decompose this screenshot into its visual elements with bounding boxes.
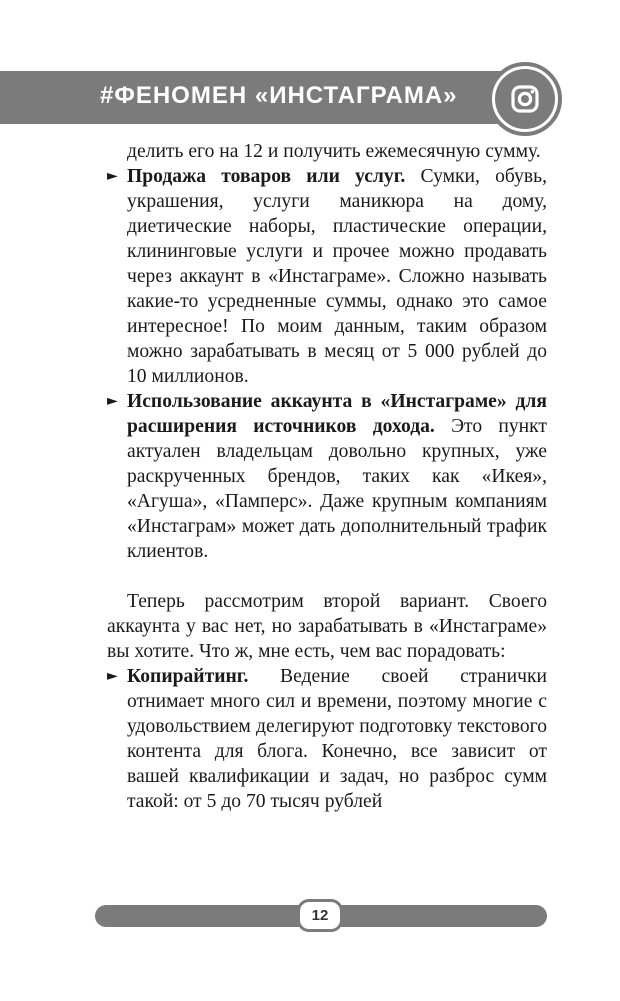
list-item-text: Сумки, обувь, украшения, услуги маникюра на дому, диетические наборы, пластические операции, клининговые услуги и прочее можно продавать через аккаунт в «Инстаграме». Сложно называть какие-то усредненные суммы, однако это самое интересное! По моим данным, таким образом можно зарабатывать в месяц от 5 000 рублей до 10 миллионов. — [127, 166, 547, 387]
list-item — [107, 164, 547, 389]
list-item — [107, 389, 547, 564]
page-body — [107, 139, 547, 814]
list-item-text: Это пункт актуален владельцам довольно крупных, уже раскрученных брендов, таких как «Икея», «Агуша», «Памперс». Даже крупным компаниям «Инстаграм» может дать дополнительный трафик клиентов. — [127, 416, 547, 562]
list-item — [107, 664, 547, 814]
list-item-text: Ведение своей странички отнимает много сил и времени, поэтому многие с удовольствием делегируют подготовку текстового контента для блога. Конечно, все зависит от вашей квалификации и задач, но разброс сумм такой: от 5 до 70 тысяч рублей — [127, 666, 547, 812]
list-item-heading: Продажа товаров или услуг. — [127, 166, 406, 187]
list-item-heading: Использование аккаунта в «Инстаграме» для расширения источников дохода. — [127, 391, 547, 437]
body-paragraph — [107, 589, 547, 664]
bullet-arrow-icon: ► — [107, 668, 118, 684]
body-paragraph-text: Теперь рассмотрим второй вариант. Своего аккаунта у вас нет, но зарабатывать в «Инстаграме» вы хотите. Что ж, мне есть, чем вас порадовать: — [107, 591, 547, 662]
list-item-heading: Копирайтинг. — [127, 666, 249, 687]
paragraph-gap — [107, 564, 547, 589]
instagram-icon — [510, 84, 540, 114]
page-number: 12 — [297, 899, 343, 932]
continuation-text: делить его на 12 и получить ежемесячную сумму. — [127, 141, 541, 162]
bullet-arrow-icon: ► — [107, 393, 118, 409]
bullet-arrow-icon: ► — [107, 168, 118, 184]
running-head-title: #ФЕНОМЕН «ИНСТАГРАМА» — [100, 82, 458, 109]
